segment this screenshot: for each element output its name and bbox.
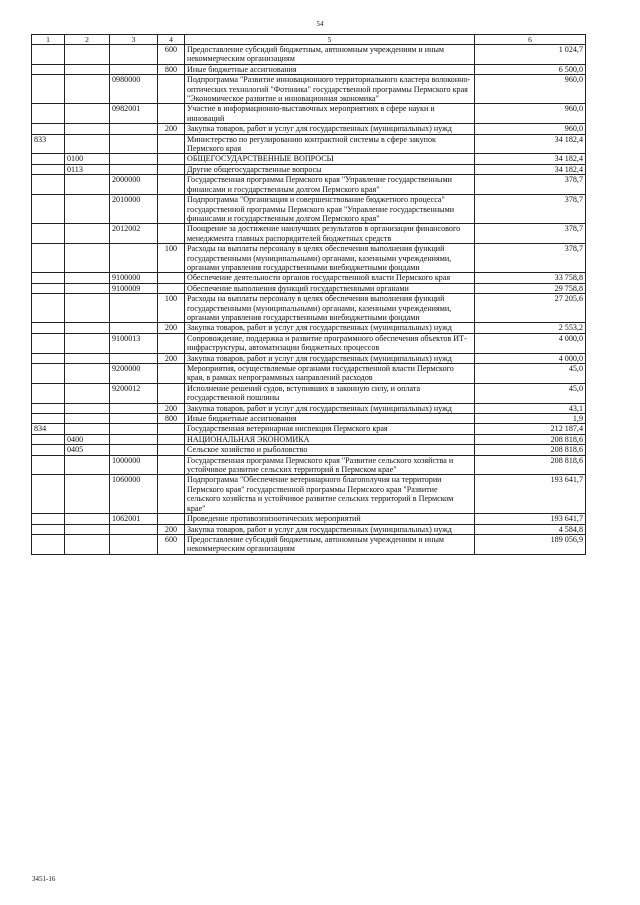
cell-amount: 6 500,0 bbox=[475, 64, 586, 74]
table-row bbox=[32, 514, 586, 524]
cell-description: Обеспечение деятельности органов государственной власти Пермского края bbox=[185, 273, 475, 283]
cell-target-code: 1060000 bbox=[110, 475, 158, 514]
cell-target-code: 2010000 bbox=[110, 195, 158, 224]
cell-section-code bbox=[65, 283, 110, 293]
cell-section-code bbox=[65, 64, 110, 74]
cell-target-code bbox=[110, 164, 158, 174]
cell-target-code: 9100013 bbox=[110, 333, 158, 353]
column-header-3: 3 bbox=[110, 35, 158, 45]
table-body bbox=[32, 45, 586, 555]
table-row bbox=[32, 175, 586, 195]
column-header-5: 5 bbox=[185, 35, 475, 45]
cell-admin-code bbox=[32, 124, 65, 134]
cell-expense-type: 200 bbox=[158, 524, 185, 534]
cell-section-code bbox=[65, 224, 110, 244]
table-row bbox=[32, 294, 586, 323]
cell-section-code bbox=[65, 294, 110, 323]
cell-section-code bbox=[65, 333, 110, 353]
cell-description: Мероприятия, осуществляемые органами государственной власти Пермского края, в рамках непрограммных направлений расходов bbox=[185, 364, 475, 384]
cell-expense-type bbox=[158, 383, 185, 403]
column-header-2: 2 bbox=[65, 35, 110, 45]
cell-admin-code bbox=[32, 195, 65, 224]
table-row bbox=[32, 414, 586, 424]
cell-description: Другие общегосударственные вопросы bbox=[185, 164, 475, 174]
cell-admin-code bbox=[32, 45, 65, 65]
cell-target-code bbox=[110, 154, 158, 164]
cell-admin-code bbox=[32, 434, 65, 444]
cell-description: Закупка товаров, работ и услуг для государственных (муниципальных) нужд bbox=[185, 403, 475, 413]
cell-target-code bbox=[110, 294, 158, 323]
cell-expense-type bbox=[158, 434, 185, 444]
cell-expense-type: 800 bbox=[158, 64, 185, 74]
cell-amount: 189 056,9 bbox=[475, 534, 586, 554]
cell-admin-code bbox=[32, 455, 65, 475]
cell-amount: 960,0 bbox=[475, 124, 586, 134]
cell-amount: 212 187,4 bbox=[475, 424, 586, 434]
cell-expense-type bbox=[158, 104, 185, 124]
cell-admin-code bbox=[32, 534, 65, 554]
cell-description: Проведение противоэпизоотических мероприятий bbox=[185, 514, 475, 524]
cell-expense-type bbox=[158, 154, 185, 164]
cell-description: Закупка товаров, работ и услуг для государственных (муниципальных) нужд bbox=[185, 323, 475, 333]
cell-description: Расходы на выплаты персоналу в целях обеспечения выполнения функций государственными (муниципальными) органами, казенными учреждениями, органами управления государственными внебюджетными фондами bbox=[185, 244, 475, 273]
cell-section-code bbox=[65, 414, 110, 424]
column-header-4: 4 bbox=[158, 35, 185, 45]
cell-admin-code bbox=[32, 75, 65, 104]
cell-expense-type: 100 bbox=[158, 244, 185, 273]
cell-amount: 193 641,7 bbox=[475, 514, 586, 524]
cell-section-code bbox=[65, 455, 110, 475]
cell-expense-type bbox=[158, 283, 185, 293]
cell-section-code bbox=[65, 45, 110, 65]
cell-section-code bbox=[65, 175, 110, 195]
table-row bbox=[32, 224, 586, 244]
table-row bbox=[32, 445, 586, 455]
cell-target-code: 0980000 bbox=[110, 75, 158, 104]
cell-amount: 208 818,6 bbox=[475, 455, 586, 475]
cell-amount: 34 182,4 bbox=[475, 134, 586, 154]
cell-admin-code bbox=[32, 475, 65, 514]
cell-section-code bbox=[65, 514, 110, 524]
cell-target-code bbox=[110, 64, 158, 74]
table-row bbox=[32, 403, 586, 413]
cell-admin-code bbox=[32, 154, 65, 164]
table-row bbox=[32, 383, 586, 403]
cell-section-code bbox=[65, 244, 110, 273]
cell-admin-code: 834 bbox=[32, 424, 65, 434]
cell-section-code bbox=[65, 403, 110, 413]
cell-expense-type bbox=[158, 273, 185, 283]
cell-expense-type bbox=[158, 224, 185, 244]
cell-admin-code bbox=[32, 175, 65, 195]
cell-expense-type bbox=[158, 475, 185, 514]
cell-amount: 378,7 bbox=[475, 224, 586, 244]
cell-target-code: 0982001 bbox=[110, 104, 158, 124]
cell-amount: 34 182,4 bbox=[475, 154, 586, 164]
cell-description: Иные бюджетные ассигнования bbox=[185, 414, 475, 424]
cell-description: Министерство по регулированию контрактной системы в сфере закупок Пермского края bbox=[185, 134, 475, 154]
cell-target-code bbox=[110, 323, 158, 333]
cell-section-code bbox=[65, 424, 110, 434]
cell-admin-code bbox=[32, 353, 65, 363]
cell-expense-type: 200 bbox=[158, 353, 185, 363]
table-header-row bbox=[32, 35, 586, 45]
cell-admin-code bbox=[32, 273, 65, 283]
cell-amount: 43,1 bbox=[475, 403, 586, 413]
cell-description: Государственная ветеринарная инспекция Пермского края bbox=[185, 424, 475, 434]
cell-target-code: 9200000 bbox=[110, 364, 158, 384]
cell-amount: 208 818,6 bbox=[475, 445, 586, 455]
cell-admin-code bbox=[32, 514, 65, 524]
table-row bbox=[32, 195, 586, 224]
table-row bbox=[32, 104, 586, 124]
cell-expense-type bbox=[158, 75, 185, 104]
cell-amount: 45,0 bbox=[475, 364, 586, 384]
cell-description: НАЦИОНАЛЬНАЯ ЭКОНОМИКА bbox=[185, 434, 475, 444]
table-row bbox=[32, 475, 586, 514]
cell-admin-code bbox=[32, 323, 65, 333]
column-header-6: 6 bbox=[475, 35, 586, 45]
cell-description: Подпрограмма "Организация и совершенствование бюджетного процесса" государственной программы Пермского края "Управление государственными финансами и государственным долгом Пермского края" bbox=[185, 195, 475, 224]
cell-expense-type bbox=[158, 424, 185, 434]
cell-admin-code: 833 bbox=[32, 134, 65, 154]
cell-description: Закупка товаров, работ и услуг для государственных (муниципальных) нужд bbox=[185, 353, 475, 363]
table-row bbox=[32, 283, 586, 293]
cell-amount: 378,7 bbox=[475, 195, 586, 224]
cell-amount: 193 641,7 bbox=[475, 475, 586, 514]
cell-section-code bbox=[65, 273, 110, 283]
cell-section-code bbox=[65, 383, 110, 403]
table-row bbox=[32, 424, 586, 434]
cell-admin-code bbox=[32, 364, 65, 384]
cell-description: Сельское хозяйство и рыболовство bbox=[185, 445, 475, 455]
cell-target-code bbox=[110, 353, 158, 363]
cell-target-code bbox=[110, 424, 158, 434]
cell-description: Исполнение решений судов, вступивших в законную силу, и оплата государственной пошлины bbox=[185, 383, 475, 403]
cell-admin-code bbox=[32, 224, 65, 244]
table-row bbox=[32, 323, 586, 333]
cell-admin-code bbox=[32, 104, 65, 124]
cell-description: ОБЩЕГОСУДАРСТВЕННЫЕ ВОПРОСЫ bbox=[185, 154, 475, 164]
cell-section-code: 0100 bbox=[65, 154, 110, 164]
cell-section-code bbox=[65, 104, 110, 124]
cell-amount: 34 182,4 bbox=[475, 164, 586, 174]
cell-amount: 960,0 bbox=[475, 104, 586, 124]
cell-admin-code bbox=[32, 283, 65, 293]
table-row bbox=[32, 154, 586, 164]
table-row bbox=[32, 124, 586, 134]
cell-section-code: 0405 bbox=[65, 445, 110, 455]
table-row bbox=[32, 45, 586, 65]
cell-amount: 4 584,8 bbox=[475, 524, 586, 534]
cell-target-code bbox=[110, 124, 158, 134]
cell-expense-type bbox=[158, 445, 185, 455]
cell-target-code bbox=[110, 434, 158, 444]
cell-target-code: 9100000 bbox=[110, 273, 158, 283]
cell-target-code bbox=[110, 445, 158, 455]
cell-admin-code bbox=[32, 333, 65, 353]
cell-admin-code bbox=[32, 445, 65, 455]
table-row bbox=[32, 333, 586, 353]
table-row bbox=[32, 364, 586, 384]
cell-description: Участие в информационно-выставочных мероприятиях в сфере науки и инноваций bbox=[185, 104, 475, 124]
cell-target-code: 1000000 bbox=[110, 455, 158, 475]
cell-section-code bbox=[65, 134, 110, 154]
cell-amount: 45,0 bbox=[475, 383, 586, 403]
cell-expense-type bbox=[158, 364, 185, 384]
cell-target-code: 9100009 bbox=[110, 283, 158, 293]
cell-target-code bbox=[110, 45, 158, 65]
cell-amount: 1,9 bbox=[475, 414, 586, 424]
cell-expense-type: 200 bbox=[158, 403, 185, 413]
document-code: 3451-16 bbox=[32, 875, 56, 883]
budget-table bbox=[31, 34, 586, 555]
cell-section-code: 0113 bbox=[65, 164, 110, 174]
cell-amount: 2 553,2 bbox=[475, 323, 586, 333]
cell-target-code: 9200012 bbox=[110, 383, 158, 403]
cell-target-code bbox=[110, 414, 158, 424]
cell-expense-type bbox=[158, 195, 185, 224]
cell-section-code bbox=[65, 475, 110, 514]
cell-admin-code bbox=[32, 244, 65, 273]
cell-section-code bbox=[65, 75, 110, 104]
cell-expense-type: 800 bbox=[158, 414, 185, 424]
cell-description: Государственная программа Пермского края "Развитие сельского хозяйства и устойчивое развитие сельских территорий в Пермском крае" bbox=[185, 455, 475, 475]
cell-description: Поощрение за достижение наилучших результатов в организации финансового менеджмента главных распорядителей бюджетных средств bbox=[185, 224, 475, 244]
cell-section-code bbox=[65, 364, 110, 384]
cell-admin-code bbox=[32, 294, 65, 323]
page-number: 54 bbox=[316, 20, 324, 28]
cell-description: Иные бюджетные ассигнования bbox=[185, 64, 475, 74]
cell-section-code bbox=[65, 353, 110, 363]
cell-section-code bbox=[65, 195, 110, 224]
cell-target-code bbox=[110, 534, 158, 554]
cell-description: Закупка товаров, работ и услуг для государственных (муниципальных) нужд bbox=[185, 124, 475, 134]
cell-admin-code bbox=[32, 524, 65, 534]
cell-description: Предоставление субсидий бюджетным, автономным учреждениям и иным некоммерческим организациям bbox=[185, 534, 475, 554]
table-row bbox=[32, 64, 586, 74]
cell-admin-code bbox=[32, 64, 65, 74]
cell-expense-type bbox=[158, 134, 185, 154]
cell-admin-code bbox=[32, 403, 65, 413]
table-row bbox=[32, 273, 586, 283]
cell-amount: 208 818,6 bbox=[475, 434, 586, 444]
cell-target-code: 1062001 bbox=[110, 514, 158, 524]
cell-description: Сопровождение, поддержка и развитие программного обеспечения объектов ИТ-инфраструктуры, автоматизации бюджетных процессов bbox=[185, 333, 475, 353]
cell-expense-type bbox=[158, 455, 185, 475]
cell-expense-type bbox=[158, 175, 185, 195]
cell-amount: 1 024,7 bbox=[475, 45, 586, 65]
table-row bbox=[32, 134, 586, 154]
cell-description: Государственная программа Пермского края "Управление государственными финансами и государственным долгом Пермского края" bbox=[185, 175, 475, 195]
table-row bbox=[32, 75, 586, 104]
cell-amount: 27 205,6 bbox=[475, 294, 586, 323]
cell-admin-code bbox=[32, 414, 65, 424]
cell-description: Закупка товаров, работ и услуг для государственных (муниципальных) нужд bbox=[185, 524, 475, 534]
cell-section-code bbox=[65, 534, 110, 554]
cell-target-code: 2000000 bbox=[110, 175, 158, 195]
cell-description: Обеспечение выполнения функций государственными органами bbox=[185, 283, 475, 293]
cell-section-code bbox=[65, 124, 110, 134]
cell-description: Подпрограмма "Развитие инновационного территориального кластера волоконно-оптических технологий "Фотоника" государственной программы Пермского края "Экономическое развитие и инновационная экономика" bbox=[185, 75, 475, 104]
cell-section-code bbox=[65, 323, 110, 333]
cell-section-code: 0400 bbox=[65, 434, 110, 444]
cell-admin-code bbox=[32, 164, 65, 174]
cell-amount: 960,0 bbox=[475, 75, 586, 104]
cell-description: Расходы на выплаты персоналу в целях обеспечения выполнения функций государственными (муниципальными) органами, казенными учреждениями, органами управления государственными внебюджетными фондами bbox=[185, 294, 475, 323]
cell-target-code bbox=[110, 134, 158, 154]
table-row bbox=[32, 455, 586, 475]
cell-amount: 378,7 bbox=[475, 175, 586, 195]
table-row bbox=[32, 353, 586, 363]
cell-expense-type bbox=[158, 164, 185, 174]
cell-expense-type: 200 bbox=[158, 323, 185, 333]
cell-target-code: 2012002 bbox=[110, 224, 158, 244]
cell-target-code bbox=[110, 244, 158, 273]
cell-expense-type: 100 bbox=[158, 294, 185, 323]
cell-description: Предоставление субсидий бюджетным, автономным учреждениям и иным некоммерческим организациям bbox=[185, 45, 475, 65]
cell-target-code bbox=[110, 403, 158, 413]
cell-expense-type: 600 bbox=[158, 534, 185, 554]
cell-expense-type bbox=[158, 333, 185, 353]
cell-expense-type bbox=[158, 514, 185, 524]
cell-amount: 4 000,0 bbox=[475, 353, 586, 363]
cell-expense-type: 200 bbox=[158, 124, 185, 134]
cell-amount: 378,7 bbox=[475, 244, 586, 273]
table-row bbox=[32, 164, 586, 174]
table-row bbox=[32, 244, 586, 273]
cell-admin-code bbox=[32, 383, 65, 403]
table-row bbox=[32, 434, 586, 444]
table-row bbox=[32, 534, 586, 554]
cell-amount: 33 758,8 bbox=[475, 273, 586, 283]
table-row bbox=[32, 524, 586, 534]
cell-amount: 29 758,8 bbox=[475, 283, 586, 293]
cell-amount: 4 000,0 bbox=[475, 333, 586, 353]
column-header-1: 1 bbox=[32, 35, 65, 45]
cell-description: Подпрограмма "Обеспечение ветеринарного благополучия на территории Пермского края" государственной программы Пермского края "Развитие сельского хозяйства и устойчивое развитие сельских территорий в Пермском крае" bbox=[185, 475, 475, 514]
cell-section-code bbox=[65, 524, 110, 534]
cell-target-code bbox=[110, 524, 158, 534]
cell-expense-type: 600 bbox=[158, 45, 185, 65]
